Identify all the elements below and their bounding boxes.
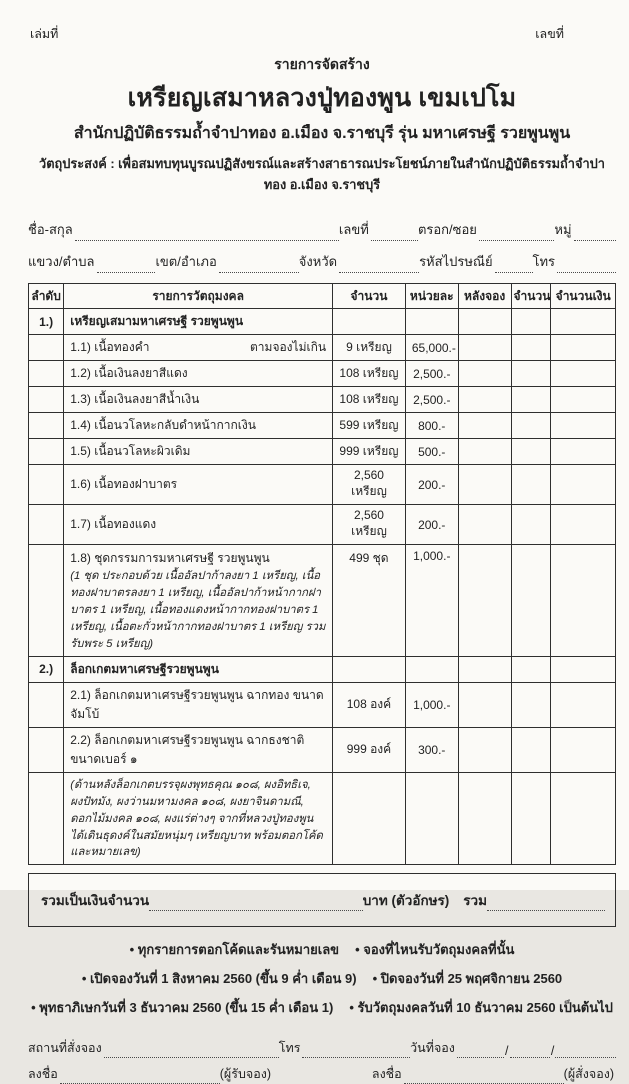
receiver-label: (ผู้รับจอง)	[219, 1067, 271, 1082]
cell-index	[29, 727, 64, 772]
cell-qty: 108 เหรียญ	[333, 387, 406, 413]
cell-unit-price: 200.-	[405, 465, 458, 505]
cell-qty2	[511, 387, 551, 413]
item-row-1-3	[29, 387, 616, 413]
booking-date-label: วันที่จอง	[410, 1041, 455, 1056]
cell-qty2	[511, 656, 551, 682]
note-close-booking: • ปิดจองวันที่ 25 พฤศจิกายน 2560	[372, 971, 563, 987]
item-desc: 1.1) เนื้อทองคำ	[70, 340, 150, 354]
baht-text-label: บาท (ตัวอักษร)	[362, 893, 450, 909]
province-field[interactable]	[339, 256, 419, 273]
lane-label: ตรอก/ซอย	[417, 222, 477, 237]
item-row-2-1	[29, 682, 616, 727]
col-header-index: ลำดับ	[29, 284, 64, 309]
cell-qty2	[511, 505, 551, 545]
sign-label: ลงชื่อ	[28, 1067, 58, 1082]
cell-qty: 999 องค์	[333, 727, 406, 772]
cell-index	[29, 545, 64, 657]
subdistrict-label: แขวง/ตำบล	[28, 254, 95, 269]
cell-item: 1.2) เนื้อเงินลงยาสีแดง	[64, 361, 333, 387]
cell-qty: 108 เหรียญ	[333, 361, 406, 387]
items-table	[28, 283, 616, 865]
footer-phone-label: โทร	[278, 1041, 301, 1056]
col-header-qty: จำนวน	[333, 284, 406, 309]
orderer-signature-field[interactable]	[404, 1067, 564, 1084]
sign-label: ลงชื่อ	[371, 1067, 402, 1082]
cell-item	[64, 772, 333, 865]
item-row-1-6	[29, 465, 616, 505]
note-line-3	[28, 997, 616, 1018]
cell-after-booking	[458, 656, 511, 682]
note-receive-date: • รับวัตถุมงคลวันที่ 10 ธันวาคม 2560 เป็นต้นไป	[349, 1000, 613, 1016]
cell-unit-price: 300.-	[405, 727, 458, 772]
cell-qty2	[511, 439, 551, 465]
cell-after-booking	[458, 309, 511, 335]
cell-after-booking	[458, 682, 511, 727]
page-title: เหรียญเสมาหลวงปู่ทองพูน เขมเปโม	[127, 84, 517, 112]
orderer-label: (ผู้สั่งจอง)	[563, 1067, 614, 1082]
cell-unit-price: 2,500.-	[405, 361, 458, 387]
booking-place-field[interactable]	[104, 1041, 279, 1058]
cell-index	[29, 387, 64, 413]
postcode-field[interactable]	[495, 256, 533, 273]
document-number-row	[28, 0, 616, 44]
cell-unit-price	[405, 309, 458, 335]
note-pickup-place: • จองที่ไหนรับวัตถุมงคลที่นั้น	[355, 942, 515, 958]
cell-index	[29, 335, 64, 361]
doc-no-label: เลขที่	[535, 27, 564, 41]
cell-qty: 599 เหรียญ	[333, 413, 406, 439]
item-row-2-2	[29, 727, 616, 772]
cell-amount	[551, 505, 616, 545]
postcode-label: รหัสไปรษณีย์	[419, 254, 493, 269]
col-header-qty2: จำนวน	[511, 284, 551, 309]
locket-note-row	[29, 772, 616, 865]
cell-item: 1.6) เนื้อทองฝาบาตร	[64, 465, 333, 505]
item-limit-tag: ตามจองไม่เกิน	[250, 340, 327, 354]
cell-amount	[551, 335, 616, 361]
cell-after-booking	[458, 465, 511, 505]
cell-unit-price: 200.-	[405, 505, 458, 545]
booking-day-field[interactable]	[457, 1041, 504, 1058]
cell-index	[29, 465, 64, 505]
cell-qty2	[511, 727, 551, 772]
province-label: จังหวัด	[298, 254, 338, 269]
cell-index	[29, 439, 64, 465]
col-header-item: รายการวัตถุมงคล	[64, 284, 333, 309]
cell-qty2	[511, 545, 551, 657]
district-label: เขต/อำเภอ	[155, 254, 217, 269]
locket-note: (ด้านหลังล็อกเกตบรรจุผงพุทธคุณ ๑๐๘, ผงอิทธิเจ, ผงปัทมัง, ผงว่านมหามงคล ๑๐๘, ผงยาจินดามณี, ดอกไม้มงคล ๑๐๘, ผงแร่ต่างๆ จากที่หลวงปู่ทองพูนได้เดินธุดงค์ในสมัยหนุ่มๆ เหรียญบาท พร้อมตอกโค้ดและหมายเลข)	[70, 778, 323, 859]
cell-after-booking	[458, 439, 511, 465]
cell-qty: 2,560 เหรียญ	[333, 505, 406, 545]
cell-index	[29, 772, 64, 865]
cell-amount	[551, 309, 616, 335]
cell-unit-price: 1,000.-	[405, 682, 458, 727]
cell-amount	[551, 413, 616, 439]
phone-label: โทร	[532, 254, 556, 269]
cell-index	[29, 682, 64, 727]
form-subtitle: รายการจัดสร้าง	[274, 56, 370, 72]
receiver-signature-field[interactable]	[60, 1067, 220, 1084]
booking-month-field[interactable]	[510, 1041, 550, 1058]
cell-amount	[551, 682, 616, 727]
district-field[interactable]	[219, 256, 299, 273]
cell-qty2	[511, 413, 551, 439]
cell-after-booking	[458, 413, 511, 439]
cell-qty: 499 ชุด	[333, 545, 406, 657]
cell-qty: 999 เหรียญ	[333, 439, 406, 465]
cell-item: 1.5) เนื้อนวโลหะผิวเดิม	[64, 439, 333, 465]
cell-item	[64, 335, 333, 361]
cell-amount	[551, 361, 616, 387]
date-slash: /	[550, 1044, 555, 1059]
note-ceremony-date: • พุทธาภิเษกวันที่ 3 ธันวาคม 2560 (ขึ้น 15 ค่ำ เดือน 1)	[31, 1000, 334, 1016]
item-desc: 1.8) ชุดกรรมการมหาเศรษฐี รวยพูนพูน	[70, 551, 270, 565]
signature-row	[28, 1064, 616, 1084]
cell-qty: 108 องค์	[333, 682, 406, 727]
cell-unit-price: 1,000.-	[405, 545, 458, 657]
lane-field[interactable]	[479, 224, 554, 241]
item-row-1-2	[29, 361, 616, 387]
cell-item: เหรียญเสมามหาเศรษฐี รวยพูนพูน	[64, 309, 333, 335]
moo-field[interactable]	[574, 224, 616, 241]
house-no-field[interactable]	[371, 224, 418, 241]
subdistrict-field[interactable]	[97, 256, 156, 273]
cell-item: 2.1) ล็อกเกตมหาเศรษฐีรวยพูนพูน ฉากทอง ขนาดจัมโบ้	[64, 682, 333, 727]
booking-place-label: สถานที่สั่งจอง	[28, 1041, 102, 1056]
cell-item: 1.7) เนื้อทองแดง	[64, 505, 333, 545]
cell-amount	[551, 772, 616, 865]
booking-year-field[interactable]	[555, 1041, 616, 1058]
cell-unit-price	[405, 772, 458, 865]
name-field[interactable]	[75, 224, 339, 241]
cell-item	[64, 545, 333, 657]
total-label: รวมเป็นเงินจำนวน	[41, 893, 150, 909]
customer-row-2	[28, 251, 616, 273]
cell-unit-price: 500.-	[405, 439, 458, 465]
item-row-1-4	[29, 413, 616, 439]
cell-amount	[551, 439, 616, 465]
cell-qty	[333, 309, 406, 335]
section-row-1	[29, 309, 616, 335]
cell-qty2	[511, 335, 551, 361]
cell-unit-price: 800.-	[405, 413, 458, 439]
orderer-signature-group	[372, 1064, 616, 1084]
col-header-amount: จำนวนเงิน	[551, 284, 616, 309]
org-line: สำนักปฏิบัติธรรมถ้ำจำปาทอง อ.เมือง จ.ราชบุรี รุ่น มหาเศรษฐี รวยพูนพูน	[73, 125, 571, 142]
cell-after-booking	[458, 727, 511, 772]
cell-amount	[551, 465, 616, 505]
cell-qty: 9 เหรียญ	[333, 335, 406, 361]
item-row-1-7	[29, 505, 616, 545]
booking-place-row	[28, 1038, 616, 1058]
cell-amount	[551, 545, 616, 657]
cell-after-booking	[458, 772, 511, 865]
cell-qty2	[511, 465, 551, 505]
cell-after-booking	[458, 387, 511, 413]
cell-index	[29, 505, 64, 545]
section-row-2	[29, 656, 616, 682]
cell-qty	[333, 656, 406, 682]
house-no-label: เลขที่	[338, 222, 369, 237]
book-no-label: เล่มที่	[30, 27, 59, 41]
item-row-1-1	[29, 335, 616, 361]
cell-after-booking	[458, 335, 511, 361]
customer-row-1	[28, 219, 616, 241]
cell-unit-price: 65,000.-	[405, 335, 458, 361]
note-code-stamp: • ทุกรายการตอกโค้ดและรันหมายเลข	[129, 942, 340, 958]
cell-index	[29, 413, 64, 439]
cell-qty: 2,560 เหรียญ	[333, 465, 406, 505]
purpose-line: วัตถุประสงค์ : เพื่อสมทบทุนบูรณปฏิสังขรณ์และสร้างสาธารณประโยชน์ภายในสำนักปฏิบัติธรรมถ้ำจำปาทอง อ.เมือง จ.ราชบุรี	[39, 156, 605, 192]
item-row-1-8	[29, 545, 616, 657]
phone-field[interactable]	[557, 256, 616, 273]
sum-field[interactable]	[487, 895, 605, 911]
sum-label: รวม	[463, 893, 487, 909]
note-open-booking: • เปิดจองวันที่ 1 สิงหาคม 2560 (ขึ้น 9 ค่ำ เดือน 9)	[81, 971, 357, 987]
col-header-unit-price: หน่วยละ	[405, 284, 458, 309]
cell-item: ล็อกเกตมหาเศรษฐีรวยพูนพูน	[64, 656, 333, 682]
item-row-1-5	[29, 439, 616, 465]
cell-qty2	[511, 361, 551, 387]
col-header-after-booking: หลังจอง	[458, 284, 511, 309]
cell-unit-price: 2,500.-	[405, 387, 458, 413]
cell-item: 1.3) เนื้อเงินลงยาสีน้ำเงิน	[64, 387, 333, 413]
footer-phone-field[interactable]	[302, 1041, 410, 1058]
cell-index	[29, 361, 64, 387]
cell-qty2	[511, 682, 551, 727]
note-line-2	[28, 968, 616, 989]
cell-qty	[333, 772, 406, 865]
total-amount-field[interactable]	[149, 895, 363, 911]
cell-after-booking	[458, 361, 511, 387]
table-header-row	[29, 284, 616, 309]
date-slash: /	[505, 1044, 509, 1059]
cell-amount	[551, 727, 616, 772]
cell-qty2	[511, 309, 551, 335]
cell-qty2	[511, 772, 551, 865]
cell-after-booking	[458, 545, 511, 657]
cell-amount	[551, 387, 616, 413]
cell-item: 1.4) เนื้อนวโลหะกลับดำหน้ากากเงิน	[64, 413, 333, 439]
cell-item: 2.2) ล็อกเกตมหาเศรษฐีรวยพูนพูน ฉากธงชาติ ขนาดเบอร์ ๑	[64, 727, 333, 772]
item-set-note: (1 ชุด ประกอบด้วย เนื้ออัลปาก้าลงยา 1 เหรียญ, เนื้อทองฝาบาตรลงยา 1 เหรียญ, เนื้ออัลปาก้าหน้ากากฝาบาตร 1 เหรียญ, เนื้อทองแดงหน้ากากทองฝาบาตร 1 เหรียญ, เนื้อตะกั่วหน้ากากทองฝาบาตร 1 เหรียญ รวมรับพระ 5 เหรียญ)	[70, 570, 326, 650]
moo-label: หมู่	[554, 222, 572, 237]
cell-amount	[551, 656, 616, 682]
cell-index: 1.)	[29, 309, 64, 335]
total-amount-box	[28, 873, 616, 927]
name-label: ชื่อ-สกุล	[28, 222, 73, 237]
cell-index: 2.)	[29, 656, 64, 682]
receiver-signature-group	[28, 1064, 273, 1084]
cell-after-booking	[458, 505, 511, 545]
cell-unit-price	[405, 656, 458, 682]
note-line-1	[28, 939, 616, 960]
